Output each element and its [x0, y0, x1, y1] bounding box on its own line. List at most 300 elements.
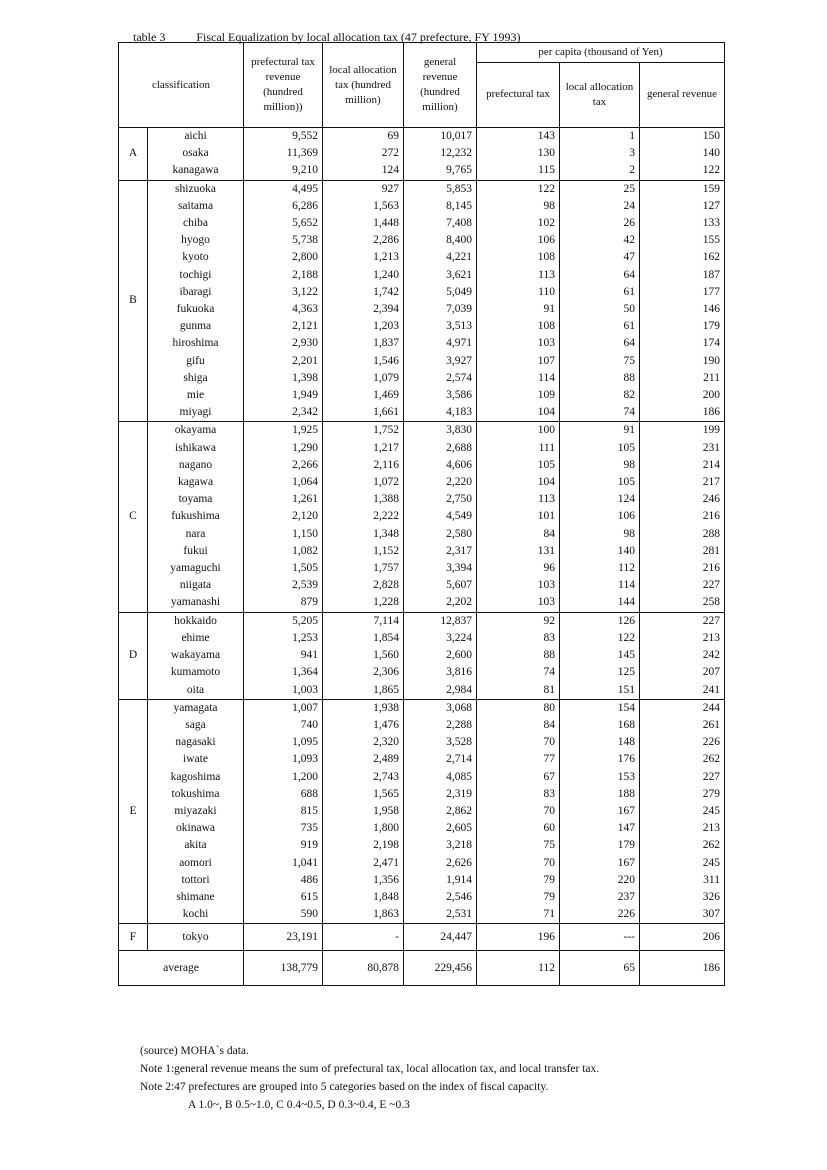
table-cell: 1,095 [244, 734, 323, 751]
table-row [119, 508, 725, 525]
table-cell: 279 [640, 786, 725, 803]
table-cell: 3,224 [404, 630, 477, 647]
header-per-capita: per capita (thousand of Yen) [477, 43, 725, 63]
average-label: average [119, 951, 244, 986]
table-cell: 145 [560, 647, 640, 664]
table-cell: 1,200 [244, 769, 323, 786]
table-cell: 147 [560, 820, 640, 837]
table-cell: 124 [323, 162, 404, 180]
group-label: E [119, 699, 148, 924]
prefecture-name: kochi [148, 906, 244, 924]
table-cell: 2,306 [323, 664, 404, 681]
prefecture-name: shizuoka [148, 180, 244, 198]
table-cell: 109 [477, 387, 560, 404]
table-cell: 124 [560, 491, 640, 508]
table-cell: 3,586 [404, 387, 477, 404]
table-cell: 1 [560, 128, 640, 146]
prefecture-name: kanagawa [148, 162, 244, 180]
table-cell: 311 [640, 872, 725, 889]
table-row [119, 180, 725, 198]
table-cell: 288 [640, 526, 725, 543]
prefecture-name: shiga [148, 370, 244, 387]
table-cell: 82 [560, 387, 640, 404]
table-row [119, 318, 725, 335]
table-cell: 125 [560, 664, 640, 681]
table-cell: 5,205 [244, 612, 323, 630]
table-cell: 113 [477, 267, 560, 284]
prefecture-name: iwate [148, 751, 244, 768]
table-cell: 1,560 [323, 647, 404, 664]
table-cell: 2,222 [323, 508, 404, 525]
table-cell: 740 [244, 717, 323, 734]
table-cell: 4,363 [244, 301, 323, 318]
table-cell: 105 [560, 474, 640, 491]
prefecture-name: tottori [148, 872, 244, 889]
table-cell: 1,388 [323, 491, 404, 508]
table-cell: 2,539 [244, 577, 323, 594]
table-row [119, 232, 725, 249]
table-cell: 115 [477, 162, 560, 180]
prefecture-name: tokushima [148, 786, 244, 803]
table-cell: 2,121 [244, 318, 323, 335]
prefecture-name: mie [148, 387, 244, 404]
table-row [119, 267, 725, 284]
table-cell: 1,854 [323, 630, 404, 647]
table-cell: 262 [640, 837, 725, 854]
prefecture-name: kumamoto [148, 664, 244, 681]
table-cell: 179 [560, 837, 640, 854]
table-row [119, 422, 725, 440]
prefecture-name: yamaguchi [148, 560, 244, 577]
table-cell: 103 [477, 594, 560, 612]
table-cell: 2,471 [323, 855, 404, 872]
table-cell: 2,546 [404, 889, 477, 906]
table-cell: 206 [640, 924, 725, 951]
table-cell: 91 [560, 422, 640, 440]
table-cell: 261 [640, 717, 725, 734]
table-cell: 2,605 [404, 820, 477, 837]
table-cell: 140 [560, 543, 640, 560]
table-cell: 7,039 [404, 301, 477, 318]
prefecture-name: gunma [148, 318, 244, 335]
table-cell: 107 [477, 353, 560, 370]
table-cell: 177 [640, 284, 725, 301]
table-cell: 2,286 [323, 232, 404, 249]
group-label: D [119, 612, 148, 699]
table-cell: 60 [477, 820, 560, 837]
table-cell: 103 [477, 577, 560, 594]
prefecture-name: kagoshima [148, 769, 244, 786]
table-cell: 1,003 [244, 682, 323, 700]
table-title: Fiscal Equalization by local allocation tax (47 prefecture, FY 1993) [196, 30, 521, 44]
table-cell: 213 [640, 630, 725, 647]
table-cell: 80,878 [323, 951, 404, 986]
table-cell: 919 [244, 837, 323, 854]
prefecture-name: ehime [148, 630, 244, 647]
table-cell: 108 [477, 249, 560, 266]
group-label: C [119, 422, 148, 612]
prefecture-name: okayama [148, 422, 244, 440]
table-row [119, 786, 725, 803]
header-pc-local-allocation-tax: local allocation tax [560, 62, 640, 127]
table-cell: 50 [560, 301, 640, 318]
table-cell: 3,513 [404, 318, 477, 335]
table-cell: 98 [560, 526, 640, 543]
table-cell: 91 [477, 301, 560, 318]
prefecture-name: shimane [148, 889, 244, 906]
table-cell: 113 [477, 491, 560, 508]
table-cell: 815 [244, 803, 323, 820]
table-cell: 167 [560, 803, 640, 820]
table-cell: 200 [640, 387, 725, 404]
table-cell: 1,505 [244, 560, 323, 577]
table-cell: 80 [477, 699, 560, 717]
table-cell: 2,531 [404, 906, 477, 924]
table-cell: 8,145 [404, 198, 477, 215]
table-cell: 7,114 [323, 612, 404, 630]
prefecture-name: fukui [148, 543, 244, 560]
prefecture-name: yamanashi [148, 594, 244, 612]
table-cell: 179 [640, 318, 725, 335]
table-cell: 1,949 [244, 387, 323, 404]
table-cell: 1,213 [323, 249, 404, 266]
table-cell: 83 [477, 630, 560, 647]
table-cell: 1,661 [323, 404, 404, 422]
table-cell: 1,848 [323, 889, 404, 906]
table-row [119, 612, 725, 630]
table-cell: 2,489 [323, 751, 404, 768]
table-cell: 114 [477, 370, 560, 387]
table-cell: 104 [477, 474, 560, 491]
table-cell: 153 [560, 769, 640, 786]
table-row [119, 491, 725, 508]
prefecture-name: hiroshima [148, 335, 244, 352]
prefecture-name: niigata [148, 577, 244, 594]
table-cell: 26 [560, 215, 640, 232]
table-cell: 272 [323, 145, 404, 162]
source-note: (source) MOHA`s data. [140, 1045, 249, 1057]
table-cell: 217 [640, 474, 725, 491]
table-row [119, 594, 725, 612]
header-local-allocation-tax: local allocation tax (hundred million) [323, 43, 404, 128]
table-cell: 281 [640, 543, 725, 560]
table-cell: 9,552 [244, 128, 323, 146]
header-pc-general-revenue: general revenue [640, 62, 725, 127]
table-row [119, 370, 725, 387]
table-cell: 207 [640, 664, 725, 681]
table-cell: 2,580 [404, 526, 477, 543]
table-cell: 127 [640, 198, 725, 215]
table-cell: 245 [640, 803, 725, 820]
table-cell: 98 [560, 457, 640, 474]
table-cell: 1,563 [323, 198, 404, 215]
table-cell: 98 [477, 198, 560, 215]
table-cell: 211 [640, 370, 725, 387]
table-cell: 143 [477, 128, 560, 146]
table-cell: 148 [560, 734, 640, 751]
table-cell: 103 [477, 335, 560, 352]
table-cell: 70 [477, 855, 560, 872]
table-cell: 146 [640, 301, 725, 318]
table-cell: - [323, 924, 404, 951]
table-row [119, 474, 725, 491]
table-cell: 12,232 [404, 145, 477, 162]
table-cell: 9,765 [404, 162, 477, 180]
table-cell: 65 [560, 951, 640, 986]
table-cell: 190 [640, 353, 725, 370]
table-cell: 74 [477, 664, 560, 681]
table-cell: 1,476 [323, 717, 404, 734]
table-cell: 10,017 [404, 128, 477, 146]
table-row [119, 128, 725, 146]
table-cell: 4,971 [404, 335, 477, 352]
table-cell: 9,210 [244, 162, 323, 180]
prefecture-name: fukushima [148, 508, 244, 525]
table-cell: 79 [477, 872, 560, 889]
table-cell: 3,830 [404, 422, 477, 440]
table-cell: 226 [560, 906, 640, 924]
table-cell: 24 [560, 198, 640, 215]
table-cell: 1,356 [323, 872, 404, 889]
table-cell: 100 [477, 422, 560, 440]
table-cell: 2,202 [404, 594, 477, 612]
table-cell: 174 [640, 335, 725, 352]
table-row [119, 872, 725, 889]
table-cell: 2,862 [404, 803, 477, 820]
table-cell: 1,072 [323, 474, 404, 491]
table-row [119, 353, 725, 370]
table-cell: 122 [560, 630, 640, 647]
table-cell: 79 [477, 889, 560, 906]
prefecture-name: saga [148, 717, 244, 734]
table-cell: 2 [560, 162, 640, 180]
table-cell: 2,220 [404, 474, 477, 491]
table-cell: 5,652 [244, 215, 323, 232]
table-cell: 5,853 [404, 180, 477, 198]
table-cell: 735 [244, 820, 323, 837]
table-cell: 2,743 [323, 769, 404, 786]
prefecture-name: kyoto [148, 249, 244, 266]
prefecture-name: miyazaki [148, 803, 244, 820]
table-cell: 242 [640, 647, 725, 664]
table-cell: 47 [560, 249, 640, 266]
table-row [119, 682, 725, 700]
table-row [119, 526, 725, 543]
table-cell: 154 [560, 699, 640, 717]
table-cell: 2,120 [244, 508, 323, 525]
table-cell: 71 [477, 906, 560, 924]
table-cell: 1,079 [323, 370, 404, 387]
table-row [119, 664, 725, 681]
table-row [119, 215, 725, 232]
table-cell: 81 [477, 682, 560, 700]
prefecture-name: miyagi [148, 404, 244, 422]
table-cell: 162 [640, 249, 725, 266]
prefecture-name: fukuoka [148, 301, 244, 318]
table-cell: 688 [244, 786, 323, 803]
table-cell: 108 [477, 318, 560, 335]
table-cell: 6,286 [244, 198, 323, 215]
table-cell: 167 [560, 855, 640, 872]
table-cell: 1,757 [323, 560, 404, 577]
table-cell: 24,447 [404, 924, 477, 951]
table-cell: 70 [477, 734, 560, 751]
table-cell: 4,606 [404, 457, 477, 474]
table-cell: 84 [477, 526, 560, 543]
table-cell: 246 [640, 491, 725, 508]
table-cell: 23,191 [244, 924, 323, 951]
table-cell: 1,290 [244, 440, 323, 457]
table-row [119, 717, 725, 734]
table-cell: 186 [640, 404, 725, 422]
table-cell: 241 [640, 682, 725, 700]
table-cell: 227 [640, 769, 725, 786]
table-cell: 2,600 [404, 647, 477, 664]
table-cell: 64 [560, 335, 640, 352]
table-cell: 590 [244, 906, 323, 924]
table-row [119, 906, 725, 924]
prefecture-name: chiba [148, 215, 244, 232]
table-cell: 216 [640, 508, 725, 525]
table-row [119, 198, 725, 215]
table-cell: 1,863 [323, 906, 404, 924]
note-2: Note 2:47 prefectures are grouped into 5 categories based on the index of fiscal capacity. [140, 1081, 549, 1093]
table-label: table 3 [133, 30, 166, 44]
prefecture-name: hyogo [148, 232, 244, 249]
table-cell: 2,714 [404, 751, 477, 768]
table-cell: 7,408 [404, 215, 477, 232]
table-row [119, 440, 725, 457]
prefecture-name: toyama [148, 491, 244, 508]
table-cell: 88 [477, 647, 560, 664]
table-cell: 307 [640, 906, 725, 924]
table-cell: 5,738 [244, 232, 323, 249]
table-cell: 5,049 [404, 284, 477, 301]
table-cell: 61 [560, 318, 640, 335]
table-cell: 3,394 [404, 560, 477, 577]
table-cell: 1,364 [244, 664, 323, 681]
table-cell: 2,342 [244, 404, 323, 422]
table-cell: 2,574 [404, 370, 477, 387]
table-cell: 1,742 [323, 284, 404, 301]
table-cell: 186 [640, 951, 725, 986]
table-cell: 111 [477, 440, 560, 457]
table-cell: 102 [477, 215, 560, 232]
header-pc-prefectural-tax: prefectural tax [477, 62, 560, 127]
table-cell: 131 [477, 543, 560, 560]
table-cell: 2,188 [244, 267, 323, 284]
fiscal-equalization-table [118, 42, 725, 986]
table-cell: 122 [477, 180, 560, 198]
table-cell: 231 [640, 440, 725, 457]
table-cell: 1,546 [323, 353, 404, 370]
table-cell: 105 [477, 457, 560, 474]
prefecture-name: kagawa [148, 474, 244, 491]
table-cell: 112 [560, 560, 640, 577]
table-cell: 112 [477, 951, 560, 986]
table-cell: 64 [560, 267, 640, 284]
table-cell: 941 [244, 647, 323, 664]
table-cell: 105 [560, 440, 640, 457]
table-cell: 3,816 [404, 664, 477, 681]
table-cell: 244 [640, 699, 725, 717]
note-1: Note 1:general revenue means the sum of prefectural tax, local allocation tax, and local transfer tax. [140, 1063, 600, 1075]
table-cell: 4,085 [404, 769, 477, 786]
table-cell: 1,203 [323, 318, 404, 335]
table-cell: 2,750 [404, 491, 477, 508]
table-row [119, 769, 725, 786]
table-row [119, 855, 725, 872]
header-classification: classification [119, 43, 244, 128]
table-cell: 2,266 [244, 457, 323, 474]
table-cell: 1,082 [244, 543, 323, 560]
table-cell: 1,925 [244, 422, 323, 440]
table-cell: 214 [640, 457, 725, 474]
table-row [119, 249, 725, 266]
table-row [119, 387, 725, 404]
table-cell: 12,837 [404, 612, 477, 630]
table-row [119, 162, 725, 180]
table-cell: 216 [640, 560, 725, 577]
table-cell: 11,369 [244, 145, 323, 162]
table-row [119, 560, 725, 577]
table-cell: 229,456 [404, 951, 477, 986]
table-cell: 3,927 [404, 353, 477, 370]
table-row [119, 803, 725, 820]
category-ranges: A 1.0~, B 0.5~1.0, C 0.4~0.5, D 0.3~0.4, E ~0.3 [188, 1099, 410, 1111]
table-cell: 3,068 [404, 699, 477, 717]
table-cell: 2,320 [323, 734, 404, 751]
table-cell: 3,621 [404, 267, 477, 284]
prefecture-name: aichi [148, 128, 244, 146]
table-cell: 1,752 [323, 422, 404, 440]
table-cell: 199 [640, 422, 725, 440]
table-cell: 3,122 [244, 284, 323, 301]
table-cell: 150 [640, 128, 725, 146]
prefecture-name: tokyo [148, 924, 244, 951]
table-row [119, 820, 725, 837]
table-cell: 106 [477, 232, 560, 249]
table-cell: 1,093 [244, 751, 323, 768]
table-cell: 1,448 [323, 215, 404, 232]
table-cell: 2,828 [323, 577, 404, 594]
prefecture-name: ibaragi [148, 284, 244, 301]
table-cell: 1,800 [323, 820, 404, 837]
table-cell: 25 [560, 180, 640, 198]
table-cell: 1,041 [244, 855, 323, 872]
table-cell: 122 [640, 162, 725, 180]
table-cell: 2,116 [323, 457, 404, 474]
group-label: F [119, 924, 148, 951]
prefecture-name: hokkaido [148, 612, 244, 630]
table-cell: 1,398 [244, 370, 323, 387]
table-cell: 2,984 [404, 682, 477, 700]
prefecture-name: gifu [148, 353, 244, 370]
table-row [119, 837, 725, 854]
prefecture-name: nagasaki [148, 734, 244, 751]
table-cell: 61 [560, 284, 640, 301]
table-cell: 1,228 [323, 594, 404, 612]
table-cell: 1,150 [244, 526, 323, 543]
table-cell: 196 [477, 924, 560, 951]
prefecture-name: yamagata [148, 699, 244, 717]
table-cell: 1,837 [323, 335, 404, 352]
table-cell: 3,528 [404, 734, 477, 751]
table-cell: 4,495 [244, 180, 323, 198]
table-row [119, 543, 725, 560]
table-cell: 1,152 [323, 543, 404, 560]
table-cell: 4,183 [404, 404, 477, 422]
